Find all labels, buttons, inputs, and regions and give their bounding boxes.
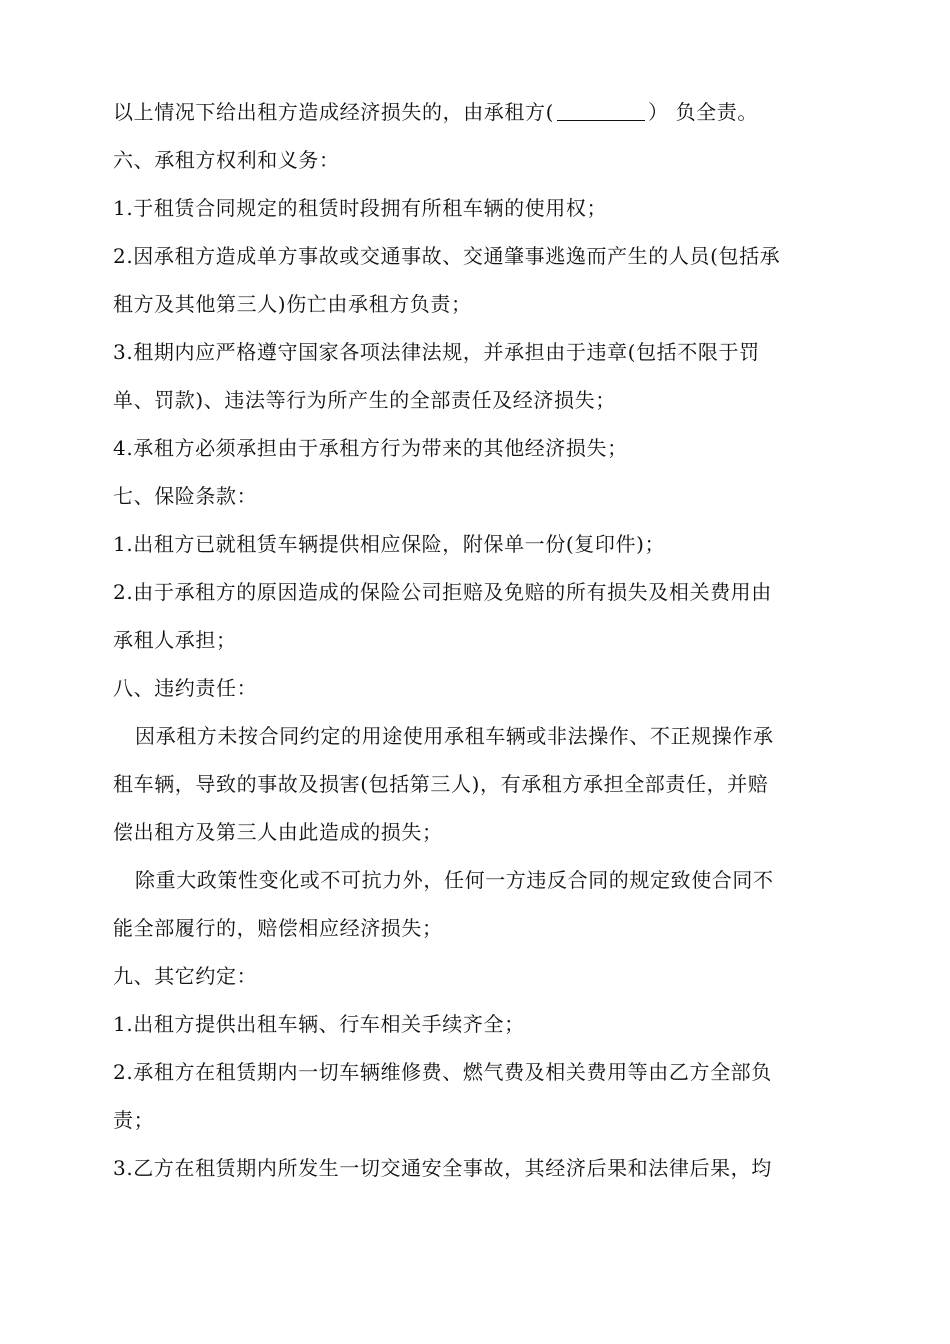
section-8-para-2-line-2: 能全部履行的，赔偿相应经济损失； [113, 916, 443, 940]
section-6-item-2-line-2: 租方及其他第三人)伤亡由承租方负责； [113, 292, 472, 316]
document-body [113, 88, 840, 1192]
section-7-item-2-line-1: 2.由于承租方的原因造成的保险公司拒赔及免赔的所有损失及相关费用由 [113, 580, 772, 604]
liability-text: 以上情况下给出租方造成经济损失的，由承租方( [113, 100, 555, 124]
section-9-item-1: 1.出租方提供出租车辆、行车相关手续齐全； [113, 1012, 525, 1036]
section-9-item-2-line-1: 2.承租方在租赁期内一切车辆维修费、燃气费及相关费用等由乙方全部负 [113, 1060, 772, 1084]
section-7-item-2-line-2: 承租人承担； [113, 628, 237, 652]
liability-line [113, 88, 840, 136]
section-8-para-1-line-1: 因承租方未按合同约定的用途使用承租车辆或非法操作、不正规操作承 [135, 724, 774, 748]
responsible-party-blank [557, 98, 645, 121]
section-9-item-3-line-1: 3.乙方在租赁期内所发生一切交通安全事故，其经济后果和法律后果，均 [113, 1156, 772, 1180]
section-heading-9: 九、其它约定： [113, 964, 258, 988]
section-8-para-1-line-2: 租车辆，导致的事故及损害(包括第三人)，有承租方承担全部责任，并赔 [113, 772, 769, 796]
section-8-para-1-line-3: 偿出租方及第三人由此造成的损失； [113, 820, 443, 844]
section-6-item-2-line-1: 2.因承租方造成单方事故或交通事故、交通肇事逃逸而产生的人员(包括承 [113, 244, 781, 268]
section-heading-6: 六、承租方权利和义务： [113, 148, 340, 172]
section-heading-7: 七、保险条款： [113, 484, 258, 508]
section-6-item-3-line-2: 单、罚款)、违法等行为所产生的全部责任及经济损失； [113, 388, 616, 412]
liability-suffix: ） 负全责。 [648, 100, 758, 124]
section-7-item-1: 1.出租方已就租赁车辆提供相应保险，附保单一份(复印件)； [113, 532, 666, 556]
section-9-item-2-line-2: 责； [113, 1108, 155, 1132]
section-heading-8: 八、违约责任： [113, 676, 258, 700]
section-8-para-2-line-1: 除重大政策性变化或不可抗力外，任何一方违反合同的规定致使合同不 [135, 868, 774, 892]
section-6-item-3-line-1: 3.租期内应严格遵守国家各项法律法规，并承担由于违章(包括不限于罚 [113, 340, 760, 364]
section-6-item-1: 1.于租赁合同规定的租赁时段拥有所租车辆的使用权； [113, 196, 608, 220]
section-6-item-4: 4.承租方必须承担由于承租方行为带来的其他经济损失； [113, 436, 628, 460]
